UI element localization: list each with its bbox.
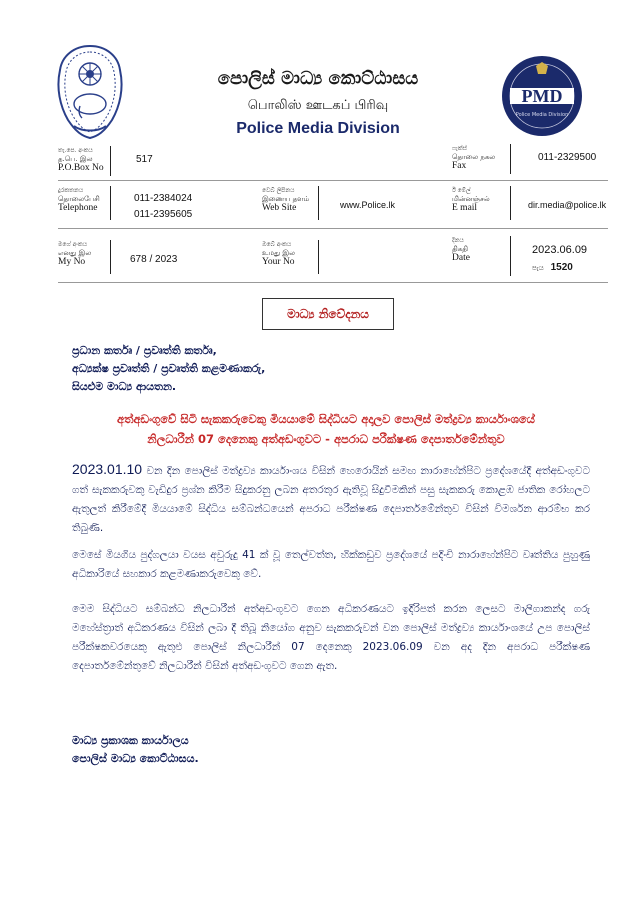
paragraph-2: මෙසේ මියගිය පුද්ගලයා වයස අවුරුදු 41 ක් වූ තෙල්වත්ත, හික්කඩුව ප්‍රදේශයේ පදිංචි නාරාහේන්පිට වෘත්තිය පුහුණු අධිකාරියේ සහකාර කළමණාකරුවෙකු වේ.	[72, 549, 590, 580]
date-value: 2023.06.09	[532, 244, 588, 256]
email-label: ඊ මේල් மின்னஞ்சல் E mail	[452, 187, 490, 213]
email-value[interactable]: dir.media@police.lk	[528, 200, 607, 210]
po-box-label: තැ.පෙ. අංකය த.பெ. இல P.O.Box No	[58, 147, 104, 173]
po-box-brace	[110, 146, 121, 176]
website-brace	[318, 186, 329, 220]
my-no-label: මගේ අංකය எனது இல My No	[58, 241, 92, 267]
telephone-value-2: 011-2395605	[134, 209, 193, 220]
website-value[interactable]: www.Police.lk	[340, 200, 396, 210]
time-row	[532, 262, 573, 273]
fax-label: ෆැක්ස් தொலை நகல Fax	[452, 145, 496, 171]
header-subtitle-ta: பொலிஸ் ஊடகப் பிரிவு	[247, 98, 389, 113]
header-title-si: පොලිස් මාධ්‍ය කොට්ඨාසය	[217, 68, 419, 89]
date-label: දිනය திகதி Date	[452, 237, 470, 263]
fax-brace	[510, 144, 521, 174]
email-brace	[510, 186, 521, 220]
police-emblem-icon	[54, 42, 126, 140]
pmd-logo-icon	[500, 54, 584, 138]
addressee-line-2: අධ්‍යක්ෂ ප්‍රවෘත්ති / ප්‍රවෘත්ති කළමණාකරු,	[72, 362, 266, 375]
addressee-line-3: සියළුම මාධ්‍ය ආයතන.	[72, 380, 177, 393]
divider	[58, 228, 608, 229]
my-no-brace	[110, 240, 121, 274]
my-no-value: 678 / 2023	[130, 254, 178, 265]
paragraph-1	[72, 460, 590, 538]
addressee-line-1: ප්‍රධාන කර්තෘ / ප්‍රවෘත්ති කර්තෘ,	[72, 344, 217, 357]
pmd-logo-text: PMD	[521, 86, 563, 106]
date-brace	[510, 236, 521, 276]
paragraph-1-text: වන දින පොලිස් මත්ද්‍රව්‍ය කාර්යාංශය විසින් හෙරොයින් සමඟ නාරාහේන්පිට ප්‍රදේශයේදී අත්අඩංගුවට ගත් සැකකරුවකු වැඩිදුර ප්‍රශ්න කිරීම සිදුකරනු ලබන අතරතුර ඇතිවූ සිදුවීමකින් පසු සැකකරු කොළඹ ජාතික රෝහලට ඇතුලත් කිරීමේදී මියයාමේ සිද්ධිය සම්බන්ධයෙන් අපරාධ පරීක්ෂණ දෙපාර්තමේන්තුව විසින් විමර්ශන ආරම්භ කර තිබුණි.	[72, 465, 590, 534]
divider	[58, 180, 608, 181]
header-title-en: Police Media Division	[236, 120, 400, 137]
fax-value: 011-2329500	[538, 152, 597, 163]
your-no-label: ඔබේ අංකය உமது இல Your No	[262, 241, 295, 267]
pmd-logo-ring-text: Police Media Division	[515, 112, 569, 118]
time-label: පැය	[532, 264, 544, 272]
website-label: වෙබ් ලිපිනය இணைய தளம் Web Site	[262, 187, 310, 213]
signature-line-1: මාධ්‍ය ප්‍රකාශක කාර්යාලය	[72, 734, 189, 747]
telephone-brace	[110, 186, 121, 220]
headline-line-1: අත්අඩංගුවේ සිටි සැකකරුවෙකු මියයාමේ සිද්ධියට අදාලව පොලිස් මත්ද්‍රව්‍ය කාර්යාංශයේ	[117, 412, 535, 426]
your-no-brace	[318, 240, 329, 274]
headline-line-2: නිලධාරීන් 07 දෙනෙකු අත්අඩංගුවට - අපරාධ පරීක්ෂණ දෙපාර්තමේන්තුව	[147, 432, 505, 446]
telephone-label: දුරකතනය தொலைபேசி Telephone	[58, 187, 100, 213]
po-box-value: 517	[136, 154, 153, 165]
time-value: 1520	[550, 262, 573, 273]
divider	[58, 282, 608, 283]
paragraph-1-date: 2023.01.10	[72, 461, 143, 477]
notice-title: මාධ්‍ය නිවේදනය	[262, 298, 394, 330]
signature-line-2: පොලිස් මාධ්‍ය කොට්ඨාසය.	[72, 752, 199, 765]
telephone-value-1: 011-2384024	[134, 193, 193, 204]
paragraph-3: මෙම සිද්ධියට සම්බන්ධ නිලධාරීන් අත්අඩංගුවට ගෙන අධිකරණයට ඉදිරිපත් කරන ලෙසට මාලිගාකන්ද ගරු මහේස්ත්‍රාත් අධිකරණය විසින් ලබා දී තිබූ නියෝග අනුව සැකකරුවන් වන පොලිස් මත්ද්‍රව්‍ය කාර්යාංශයේ උප පොලිස් පරීක්ෂකවරයෙකු ඇතුළු පොලිස් නිලධාරීන් 07 දෙනෙකු 2023.06.09 වන අද දින අපරාධ පරීක්ෂණ දෙපාර්තමේන්තුවේ නිලධාරීන් විසින් අත්අඩංගුවට ගෙන ඇත.	[72, 603, 590, 672]
